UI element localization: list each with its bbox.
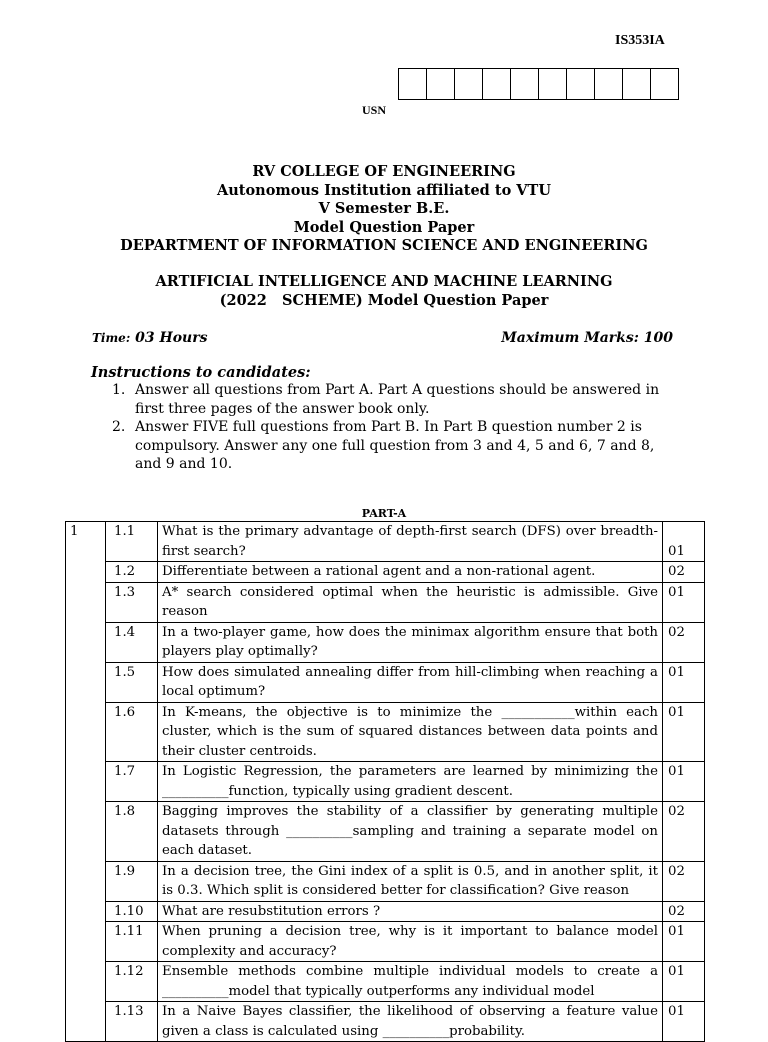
question-marks: 02 [663, 562, 705, 583]
question-number: 1.7 [106, 762, 158, 802]
usn-box [651, 69, 678, 99]
time-value: 03 Hours [135, 330, 208, 346]
question-row [66, 922, 705, 962]
question-text: A* search considered optimal when the heuristic is admissible. Give reason [158, 582, 663, 622]
question-text: Bagging improves the stability of a classifier by generating multiple datasets through __________sampling and training a separate model on each dataset. [158, 802, 663, 862]
question-row [66, 622, 705, 662]
instruction-number: 2. [112, 419, 126, 435]
question-row [66, 802, 705, 862]
instruction-item [112, 381, 682, 418]
usn-box [623, 69, 651, 99]
question-row [66, 562, 705, 583]
question-text: What are resubstitution errors ? [158, 901, 663, 922]
question-row [66, 702, 705, 762]
usn-box [483, 69, 511, 99]
usn-box [427, 69, 455, 99]
question-marks: 01 [663, 702, 705, 762]
question-row [66, 582, 705, 622]
instructions-list [112, 381, 682, 474]
question-row [66, 522, 705, 562]
question-marks: 01 [663, 922, 705, 962]
question-text: Differentiate between a rational agent and a non-rational agent. [158, 562, 663, 583]
subject-header [0, 273, 768, 310]
question-number: 1.12 [106, 962, 158, 1002]
college-name: RV COLLEGE OF ENGINEERING [252, 163, 516, 180]
question-number: 1.2 [106, 562, 158, 583]
paper-header [0, 163, 768, 256]
question-row [66, 861, 705, 901]
question-number: 1.11 [106, 922, 158, 962]
question-marks: 01 [663, 762, 705, 802]
course-code: IS353IA [615, 33, 665, 48]
question-number: 1.6 [106, 702, 158, 762]
usn-box [567, 69, 595, 99]
department: DEPARTMENT OF INFORMATION SCIENCE AND ENGINEERING [120, 237, 648, 254]
question-marks: 01 [663, 582, 705, 622]
question-text: In a Naive Bayes classifier, the likelihood of observing a feature value given a class is calculated using __________probability. [158, 1002, 663, 1042]
question-marks: 02 [663, 861, 705, 901]
instruction-item [112, 418, 682, 474]
instruction-text: Answer FIVE full questions from Part B. In Part B question number 2 is compulsory. Answer any one full question from 3 and 4, 5 and 6, 7 and 8, and 9 and 10. [135, 419, 655, 472]
subject-title: ARTIFICIAL INTELLIGENCE AND MACHINE LEARNING [155, 273, 613, 290]
question-row [66, 901, 705, 922]
question-marks: 01 [663, 962, 705, 1002]
question-marks: 02 [663, 901, 705, 922]
question-marks: 01 [663, 1002, 705, 1042]
paper-type: Model Question Paper [293, 218, 475, 236]
question-number: 1.10 [106, 901, 158, 922]
instructions-title: Instructions to candidates: [91, 364, 311, 381]
question-number: 1.4 [106, 622, 158, 662]
question-marks: 02 [663, 802, 705, 862]
instruction-number: 1. [112, 382, 126, 398]
question-marks: 01 [663, 522, 705, 562]
question-group-number: 1 [66, 522, 106, 1042]
question-text: In K-means, the objective is to minimize the ___________within each cluster, which is the sum of squared distances between data points and their cluster centroids. [158, 702, 663, 762]
question-marks: 01 [663, 662, 705, 702]
question-text: In a two-player game, how does the minimax algorithm ensure that both players play optimally? [158, 622, 663, 662]
part-a-question-table [65, 521, 705, 1042]
affiliation: Autonomous Institution affiliated to VTU [217, 181, 551, 199]
question-number: 1.9 [106, 861, 158, 901]
question-row [66, 1002, 705, 1042]
question-row [66, 662, 705, 702]
usn-entry-boxes [398, 68, 679, 100]
question-text: In a decision tree, the Gini index of a split is 0.5, and in another split, it is 0.3. Which split is considered better for classification? Give reason [158, 861, 663, 901]
semester: V Semester B.E. [318, 200, 450, 217]
question-marks: 02 [663, 622, 705, 662]
exam-duration [92, 330, 207, 346]
question-text: In Logistic Regression, the parameters are learned by minimizing the __________function, typically using gradient descent. [158, 762, 663, 802]
usn-box [511, 69, 539, 99]
question-number: 1.3 [106, 582, 158, 622]
question-number: 1.5 [106, 662, 158, 702]
question-text: When pruning a decision tree, why is it important to balance model complexity and accuracy? [158, 922, 663, 962]
maximum-marks: Maximum Marks: 100 [501, 330, 673, 346]
usn-box [399, 69, 427, 99]
question-number: 1.1 [106, 522, 158, 562]
question-text: What is the primary advantage of depth-first search (DFS) over breadth-first search? [158, 522, 663, 562]
usn-box [539, 69, 567, 99]
question-number: 1.8 [106, 802, 158, 862]
usn-box [595, 69, 623, 99]
usn-label: USN [362, 103, 387, 117]
part-a-title: PART-A [361, 507, 407, 520]
question-number: 1.13 [106, 1002, 158, 1042]
instruction-text: Answer all questions from Part A. Part A questions should be answered in first three pages of the answer book only. [135, 382, 660, 417]
question-text: Ensemble methods combine multiple individual models to create a __________model that typically outperforms any individual model [158, 962, 663, 1002]
scheme-line: (2022 SCHEME) Model Question Paper [219, 291, 549, 309]
usn-box [455, 69, 483, 99]
time-label: Time: [92, 331, 131, 345]
question-row [66, 962, 705, 1002]
question-row [66, 762, 705, 802]
question-text: How does simulated annealing differ from hill-climbing when reaching a local optimum? [158, 662, 663, 702]
